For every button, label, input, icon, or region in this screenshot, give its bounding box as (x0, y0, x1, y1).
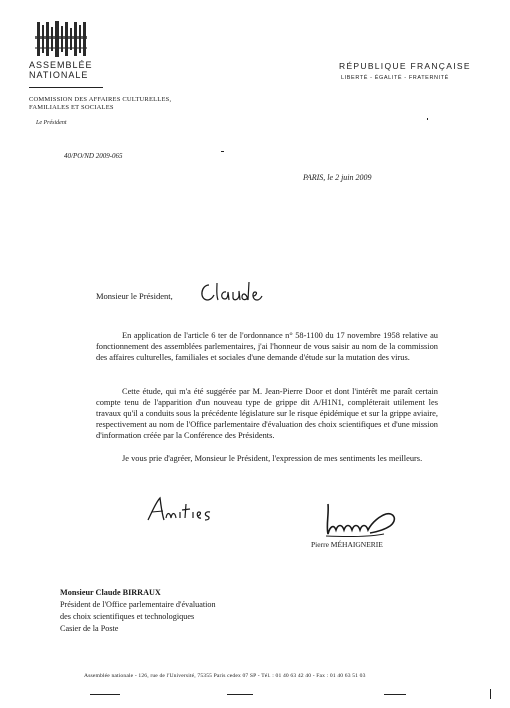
paragraph-3-text: Je vous prie d'agréer, Monsieur le Président, l'expression de mes sentiments les meilleurs. (122, 454, 423, 463)
commission-line1: COMMISSION DES AFFAIRES CULTURELLES, (29, 96, 172, 103)
footer-mark-center (227, 694, 253, 695)
footer-mark-left (90, 694, 120, 695)
republic-heading: RÉPUBLIQUE FRANÇAISE (339, 61, 471, 71)
assemblee-nationale-logo (35, 19, 87, 59)
signature (318, 500, 408, 542)
recipient-name: Monsieur Claude BIRRAUX (60, 588, 161, 597)
footer-mark-edge (490, 689, 491, 699)
salutation: Monsieur le Président, (96, 291, 173, 301)
paragraph-2-text: Cette étude, qui m'a été suggérée par M. Jean-Pierre Door et dont l'intérêt me paraît certain compte tenu de l'apparition d'un nouveau type de grippe dit A/H1N1, compléterait utilement les travaux qu'il a conduits sous la précédente législature sur le risque épidémique et sur la grippe aviaire, respectivement au nom de l'Office parlementaire d'évaluation des choix scientifiques et d'une mission d'information créée par la Conférence des Présidents. (96, 387, 438, 440)
handwritten-closing (144, 494, 216, 528)
role-label: Le Président (36, 120, 67, 126)
paragraph-3 (96, 453, 438, 464)
republic-motto: LIBERTÉ - ÉGALITÉ - FRATERNITÉ (341, 75, 449, 81)
footer-address: Assemblée nationale - 126, rue de l'Université, 75355 Paris cedex 07 SP - Tél. : 01 40 63 42 40 - Fax : 01 40 63 51 03 (84, 673, 366, 679)
institution-name-line1: ASSEMBLÉE (29, 60, 93, 70)
commission-line2: FAMILIALES ET SOCIALES (29, 104, 114, 111)
recipient-office: Casier de la Poste (60, 624, 119, 633)
signatory-name: Pierre MÉHAIGNERIE (311, 540, 383, 549)
scan-speck-2 (427, 118, 428, 120)
recipient-title-line1: Président de l'Office parlementaire d'évaluation (60, 600, 216, 609)
reference-number: 40/PO/ND 2009-065 (64, 152, 123, 160)
recipient-title-line2: des choix scientifiques et technologiques (60, 612, 195, 621)
date-line: PARIS, le 2 juin 2009 (303, 173, 372, 182)
paragraph-1-text: En application de l'article 6 ter de l'ordonnance n° 58-1100 du 17 novembre 1958 relative au fonctionnement des assemblées parlementaires, j'ai l'honneur de vous saisir au nom de la commission des affaires culturelles, familiales et sociales d'une demande d'étude sur la mutation des virus. (96, 331, 438, 362)
paragraph-1 (96, 330, 438, 363)
paragraph-2 (96, 386, 438, 441)
letterhead-rule (29, 87, 103, 88)
handwritten-greeting (197, 279, 265, 305)
institution-name-line2: NATIONALE (29, 70, 89, 80)
footer-mark-right (384, 694, 406, 695)
scan-speck (221, 151, 224, 152)
